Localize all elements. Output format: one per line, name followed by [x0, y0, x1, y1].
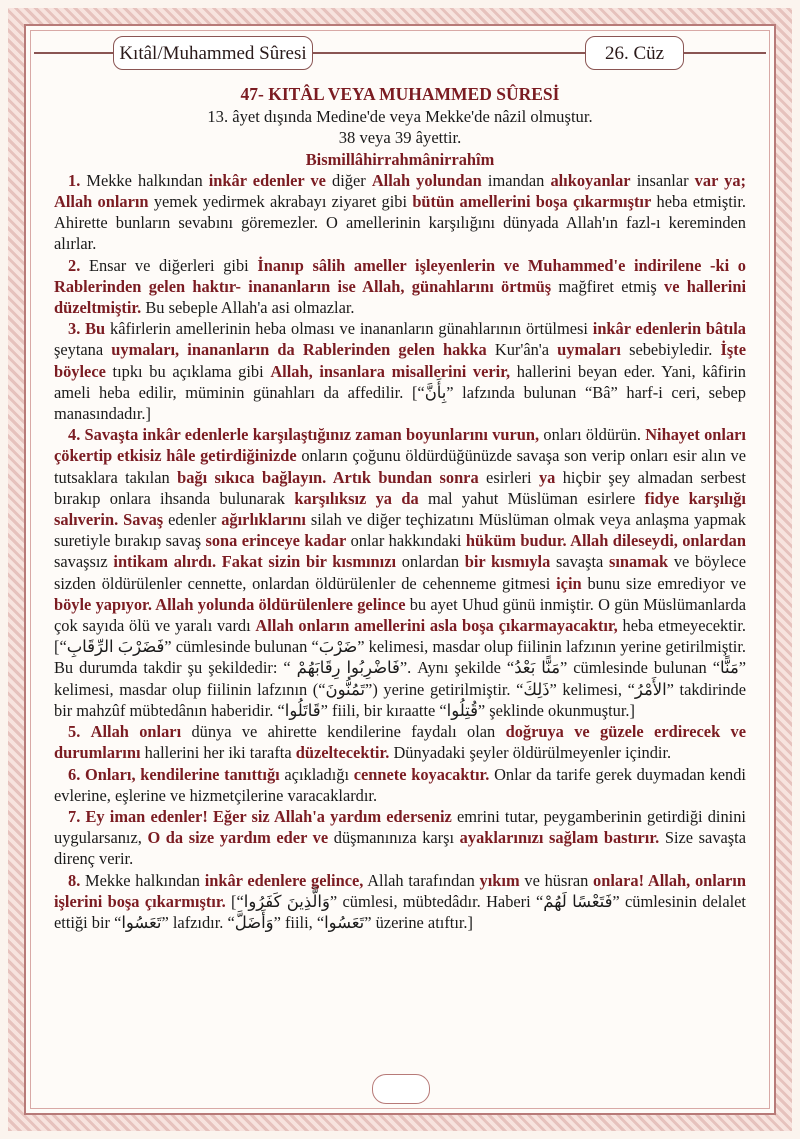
verse-text: [“وَالَّذِينَ كَفَرُوا” cümlesi, mübtedâdır. Haberi “فَتَعْسًا لَهُمْ” cümlesinin delalet ettiği bir “تَعَسُوا” lafzıdır. “وَأَضَلَّ” fiili, “تَعَسُوا” üzerine atıftır.]	[54, 891, 746, 932]
verse-emphasis-text: Allah onları	[90, 722, 182, 742]
verse-paragraph	[54, 318, 746, 424]
verse-emphasis-text: İşte böylece	[54, 340, 747, 381]
verse-emphasis-text: 6.	[68, 764, 81, 784]
verse-text: dünya ve ahirette kendilerine faydalı olan	[181, 722, 506, 742]
verse-emphasis-text: ayaklarınızı sağlam bastırır.	[459, 828, 660, 848]
basmala: Bismillâhirrahmânirrahîm	[305, 149, 495, 169]
verse-emphasis-text: düzeltecektir.	[295, 743, 390, 763]
verse-emphasis-text: 2.	[68, 255, 81, 275]
verse-text: insanlar	[630, 170, 695, 190]
verse-paragraph	[54, 255, 746, 319]
verse-text: yemek yedirmek akrabayı ziyaret gibi	[148, 192, 413, 212]
verse-emphasis-text: intikam alırdı. Fakat sizin bir kısmınızı	[113, 552, 397, 572]
verse-emphasis-text: 3.	[68, 319, 81, 339]
verse-text: emrini tutar, peygamberinin getirdiği dinini uygularsanız,	[54, 806, 746, 848]
verse-emphasis-text: alıkoyanlar	[550, 170, 631, 190]
verse-emphasis-text: bütün amellerini boşa çıkarmıştır	[412, 192, 652, 212]
verse-emphasis-text: hüküm budur. Allah dileseydi, onlardan	[465, 531, 746, 551]
verse-text: onlar hakkındaki	[346, 531, 466, 551]
verse-text: Dünyadaki şeyler öldürülmeyenler içindir.	[389, 743, 672, 763]
verse-text: hiçbir şey almadan serbest bırakıp onlara ihsanda bulunarak	[54, 467, 746, 508]
verse-text: heba etmiştir. Ahirette bunların sevabını göremezler. O amellerinin karşılığını dünyada Allah'ın fazl-ı kereminden alırlar.	[54, 192, 747, 254]
verse-emphasis-text: için	[556, 573, 582, 593]
verse-text: ve böylece sizden öldürülenler cennette, onlardan öldürülenler de cehenneme gitmesi	[54, 552, 746, 593]
verse-emphasis-text: ağırlıklarını	[221, 510, 306, 530]
verse-text: Mekke halkından	[80, 170, 209, 190]
verse-emphasis-text: onlara! Allah, onların işlerini boşa çıkarmıştır.	[54, 870, 746, 911]
verse-emphasis-text: uymaları, inananların da Rablerinden gelen hakka	[111, 340, 487, 360]
verse-text: onları öldürün.	[539, 425, 646, 445]
verse-emphasis-text: 1.	[68, 170, 81, 190]
verse-emphasis-text: sınamak	[608, 552, 669, 572]
verse-text: şeytana	[54, 340, 112, 360]
verse-emphasis-text: O da size yardım eder ve	[147, 828, 329, 848]
verse-text: Ensar ve diğerleri gibi	[80, 255, 258, 275]
verse-emphasis-text: 8.	[68, 870, 81, 890]
verse-text: savaşsız	[54, 552, 114, 572]
verse-text: Allah tarafından	[363, 870, 480, 890]
verse-text: heba etmeyecektir. [“فَضَرْبَ الرِّقَابِ” cümlesinde bulunan “ضَرْبَ” kelimesi, masdar olup fiilinin lafzının yerine getirilmiştir. Bu durumda takdir şu şekildedir: “ فَاضْرِبُوا رِقَابَهُمْ”. Aynı şekilde “مَنًّا بَعْدُ” cümlesinde bulunan “مَنًّا” kelimesi, masdar olup fiilinin lafzının (“تَمُنُّونَ”) yerine getirilmiştir. “ذَلِكَ” kelimesi, “الأَمْرُ” takdirinde bir mahzûf mübtedânın haberidir. “قَاتَلُوا” fiili, bir kıraatte “قُتِلُوا” şeklinde okunmuştur.]	[54, 616, 747, 720]
verse-text: tıpkı bu açıklama gibi	[105, 361, 271, 381]
footer-ornament	[372, 1074, 430, 1104]
verse-text: hallerini beyan eder. Yani, kâfirin ameli heba edilir, müminin günahları da affedilir. [“بِأَنَّ” lafzında bulunan “Bâ” harf-i ceri, sebep manasındadır.]	[54, 361, 746, 424]
verse-emphasis-text: Allah onların amellerini asla boşa çıkarmayacaktır,	[255, 616, 618, 636]
verse-text: Mekke halkından	[80, 870, 205, 890]
verse-emphasis-text: bir kısmıyla	[464, 552, 551, 572]
verse-text: Bu sebeple Allah'a asi olmazlar.	[141, 298, 355, 318]
verse-emphasis-text: cennete koyacaktır.	[353, 764, 490, 784]
revelation-note: 13. âyet dışında Medine'de veya Mekke'de nâzil olmuştur.	[207, 107, 593, 127]
verse-text: mağfiret etmiş	[551, 276, 665, 296]
verse-list	[54, 170, 746, 933]
verse-text: diğer	[325, 170, 372, 190]
verse-text: onların çoğunu öldürdüğünüzde savaşa son verip onları esir alın ve tutsaklara takılan	[54, 446, 746, 487]
verse-text: bu ayet Uhud günü inmiştir. O gün Müslümanlarda çok sayıda ölü ve yaralı vardı	[54, 594, 746, 636]
verse-paragraph	[54, 170, 746, 255]
header-rule-left	[34, 52, 113, 54]
verse-emphasis-text: karşılıksız ya da	[294, 488, 419, 508]
verse-emphasis-text: böyle yapıyor. Allah yolunda öldürülenlere gelince	[54, 594, 406, 614]
juz-header-label: 26. Cüz	[585, 36, 684, 70]
verse-emphasis-text: inkâr edenlere gelince,	[204, 870, 364, 890]
verse-text: ve hüsran	[519, 870, 594, 890]
verse-text: Size savaşta direnç verir.	[54, 828, 746, 869]
verse-emphasis-text: 5.	[68, 722, 81, 742]
verse-text: Onlar da tarife gerek duymadan kendi evlerine, eşlerine ve hizmetçilerine varacaklardır.	[54, 764, 746, 805]
verse-emphasis-text: ya	[538, 467, 556, 487]
verse-emphasis-text: Allah yolundan	[371, 170, 482, 190]
verse-text: bunu size emrediyor ve	[581, 573, 746, 593]
verse-text: edenler	[163, 510, 222, 530]
verse-text: silah ve diğer teçhizatını Müslüman olmak veya anlaşma yapmak suretiyle bırakıp savaş	[54, 510, 746, 551]
verse-text: esirleri	[478, 467, 539, 487]
verse-emphasis-text: yıkım	[479, 870, 520, 890]
verse-text: imandan	[481, 170, 551, 190]
verse-text: düşmanınıza karşı	[328, 828, 460, 848]
verse-text: onlardan	[396, 552, 465, 572]
page-content	[54, 84, 746, 933]
verse-emphasis-text: ve hallerini düzeltmiştir.	[54, 276, 746, 318]
verse-text: Kur'ân'a	[486, 340, 558, 360]
verse-emphasis-text: Allah, insanlara misallerini verir,	[270, 361, 511, 381]
verse-emphasis-text: bağı sıkıca bağlayın. Artık bundan sonra	[177, 467, 479, 487]
header-rule-middle	[313, 52, 585, 54]
verse-paragraph	[54, 764, 746, 806]
verse-emphasis-text: fidye karşılığı salıverin. Savaş	[54, 488, 746, 530]
header-rule-right	[684, 52, 766, 54]
verse-paragraph	[54, 424, 746, 721]
verse-paragraph	[54, 721, 746, 763]
verse-emphasis-text: 7.	[68, 806, 81, 826]
verse-text: açıkladığı	[279, 764, 354, 784]
verse-emphasis-text: Bu	[85, 319, 106, 339]
surah-title: 47- KITÂL VEYA MUHAMMED SÛRESİ	[240, 84, 560, 104]
verse-emphasis-text: sona erinceye kadar	[205, 531, 347, 551]
verse-text: mal yahut Müslüman esirlere	[418, 488, 645, 508]
verse-emphasis-text: Nihayet onları çökertip etkisiz hâle getirdiğinizde	[54, 425, 746, 466]
verse-text	[80, 722, 90, 741]
verse-emphasis-text: Onları, kendilerine tanıttığı	[85, 764, 280, 784]
verse-emphasis-text: Savaşta inkâr edenlerle karşılaştığınız zaman boyunlarını vurun,	[84, 425, 540, 445]
verse-text: savaşta	[550, 552, 609, 572]
verse-count-note: 38 veya 39 âyettir.	[338, 128, 462, 148]
verse-emphasis-text: İnanıp sâlih ameller işleyenlerin ve Muhammed'e indirilene -ki o Rablerinden gelen haktır- inananların ise Allah, günahlarını örtmüş	[54, 255, 747, 296]
verse-emphasis-text: 4.	[68, 425, 81, 445]
verse-emphasis-text: inkâr edenlerin bâtıla	[592, 319, 746, 339]
verse-paragraph	[54, 806, 746, 870]
verse-emphasis-text: inkâr edenler ve	[208, 170, 326, 190]
verse-text: hallerini her iki tarafta	[140, 743, 296, 763]
verse-emphasis-text: Ey iman edenler! Eğer siz Allah'a yardım ederseniz	[85, 806, 452, 826]
verse-text: sebebiyledir.	[620, 340, 721, 360]
verse-emphasis-text: uymaları	[557, 340, 621, 360]
verse-paragraph	[54, 870, 746, 934]
verse-emphasis-text: var ya; Allah onların	[54, 170, 746, 212]
verse-emphasis-text: doğruya ve güzele erdirecek ve durumlarını	[54, 722, 746, 763]
verse-text: kâfirlerin amellerinin heba olması ve inananların günahlarının örtülmesi	[105, 319, 593, 339]
surah-header-label: Kıtâl/Muhammed Sûresi	[113, 36, 313, 70]
